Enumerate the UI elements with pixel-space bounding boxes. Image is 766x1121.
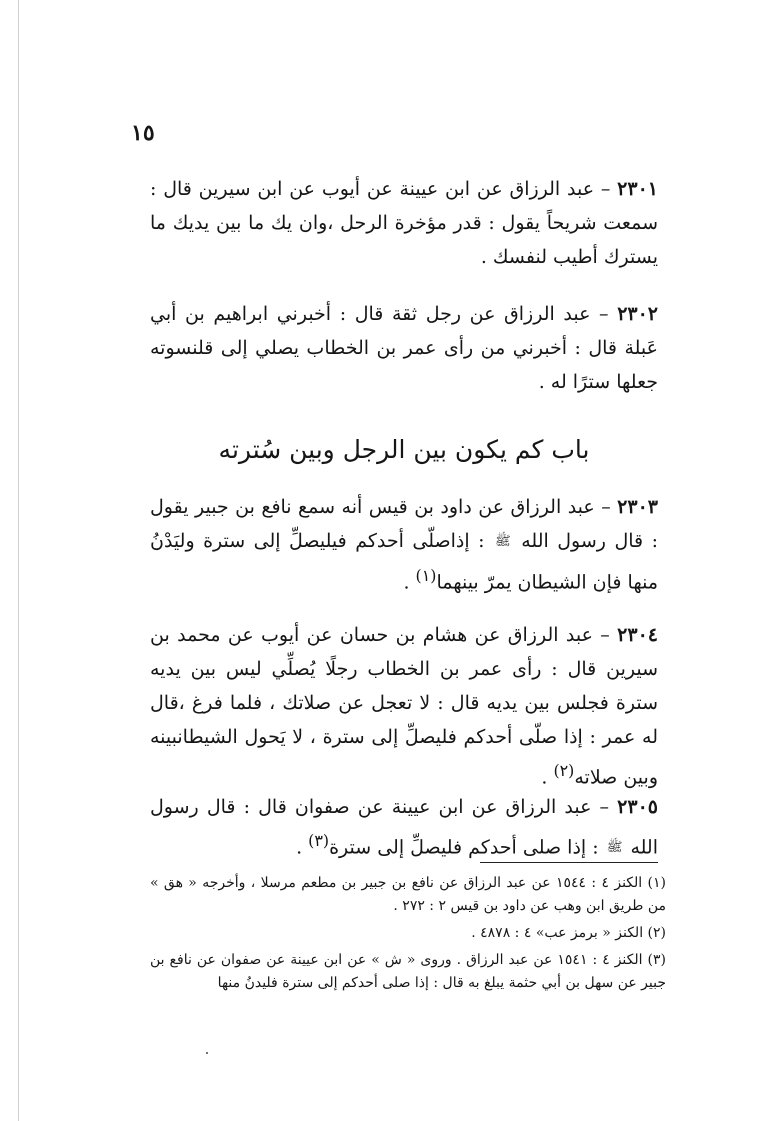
hadith-paragraph <box>150 790 658 865</box>
footnote-3: (٣) الكنز ٤ : ١٥٤١ عن عبد الرزاق . وروى « ش » عن ابن عيينة عن صفوان عن نافع بن جبير عن سهل بن أبي حثمة يبلغ به قال : إذا صلى أحدكم إلى سترة فليدنُ منها <box>150 952 667 991</box>
hadith-end: . <box>541 766 548 789</box>
hadith-paragraph <box>150 172 658 274</box>
hadith-end: . <box>296 836 303 859</box>
hadith-text: – عبد الرزاق عن رجل ثقة قال : أخبرني ابراهيم بن أبي عَبلة قال : أخبرني من رأى عمر بن الخطاب يصلي إلى قلنسوته جعلها سترًا له . <box>150 303 658 393</box>
page-number: ١٥ <box>131 120 155 146</box>
footnote-1: (١) الكنز ٤ : ١٥٤٤ عن عبد الرزاق عن نافع بن جبير بن مطعم مرسلا ، وأخرجه « هق » من طريق ابن وهب عن داود بن قيس ٢ : ٢٧٢ . <box>150 875 666 914</box>
scan-speck <box>206 1052 208 1054</box>
hadith-2302 <box>150 297 658 399</box>
hadith-number: ٢٣٠٤ <box>617 624 658 646</box>
footnote-reference: (٢) <box>553 761 575 780</box>
hadith-number: ٢٣٠١ <box>617 178 658 200</box>
hadith-2301 <box>150 172 658 274</box>
footnote-2: (٢) الكنز « برمز عب» ٤ : ٤٨٧٨ . <box>471 925 666 941</box>
salutation-ligature: ﷺ <box>606 840 623 856</box>
hadith-2303 <box>150 490 658 599</box>
footnote-separator <box>480 862 658 863</box>
chapter-title: باب كم يكون بين الرجل وبين سُترته <box>218 435 590 464</box>
footnote-reference: (١) <box>415 566 437 585</box>
hadith-paragraph <box>150 490 658 599</box>
hadith-2305 <box>150 790 658 865</box>
hadith-end: . <box>403 571 410 594</box>
hadith-text-before: – عبد الرزاق عن داود بن قيس أنه سمع نافع بن جبير يقول : قال رسول الله <box>150 496 658 552</box>
hadith-text-after: : إذا صلى أحدكم فليصلِّ إلى سترة <box>329 836 599 859</box>
hadith-number: ٢٣٠٣ <box>617 496 658 518</box>
hadith-number: ٢٣٠٥ <box>617 796 658 818</box>
hadith-text: – عبد الرزاق عن ابن عيينة عن أيوب عن ابن سيرين قال : سمعت شريحاً يقول : قدر مؤخرة الرحل ،وان يك ما بين يديك ما يسترك أطيب لنفسك . <box>150 178 658 268</box>
hadith-text-before: – عبد الرزاق عن ابن عيينة عن صفوان قال : قال رسول الله <box>150 796 658 859</box>
salutation-ligature: ﷺ <box>495 534 511 549</box>
hadith-text: – عبد الرزاق عن هشام بن حسان عن أيوب عن محمد بن سيرين قال : رأى عمر بن الخطاب رجلًا يُصلِّي ليس بين يديه سترة فجلس بين يديه قال : لا تعجل عن صلاتك ، فلما فرغ ،قال له عمر : إذا صلّى أحدكم فليصلِّ إلى سترة ، لا يَحول الشيطانبينه وبين صلاته <box>150 624 658 789</box>
hadith-number: ٢٣٠٢ <box>617 303 659 325</box>
footnote-reference: (٣) <box>308 831 330 850</box>
footnotes <box>150 872 666 999</box>
page-edge-line <box>18 0 19 1121</box>
hadith-paragraph <box>150 618 658 794</box>
hadith-text-after: : إذاصلّى أحدكم فيليصلِّ إلى سترة وليَدْنُ منها فإن الشيطان يمرّ بينهما <box>150 530 658 594</box>
hadith-2304 <box>150 618 658 794</box>
hadith-paragraph <box>150 297 658 399</box>
